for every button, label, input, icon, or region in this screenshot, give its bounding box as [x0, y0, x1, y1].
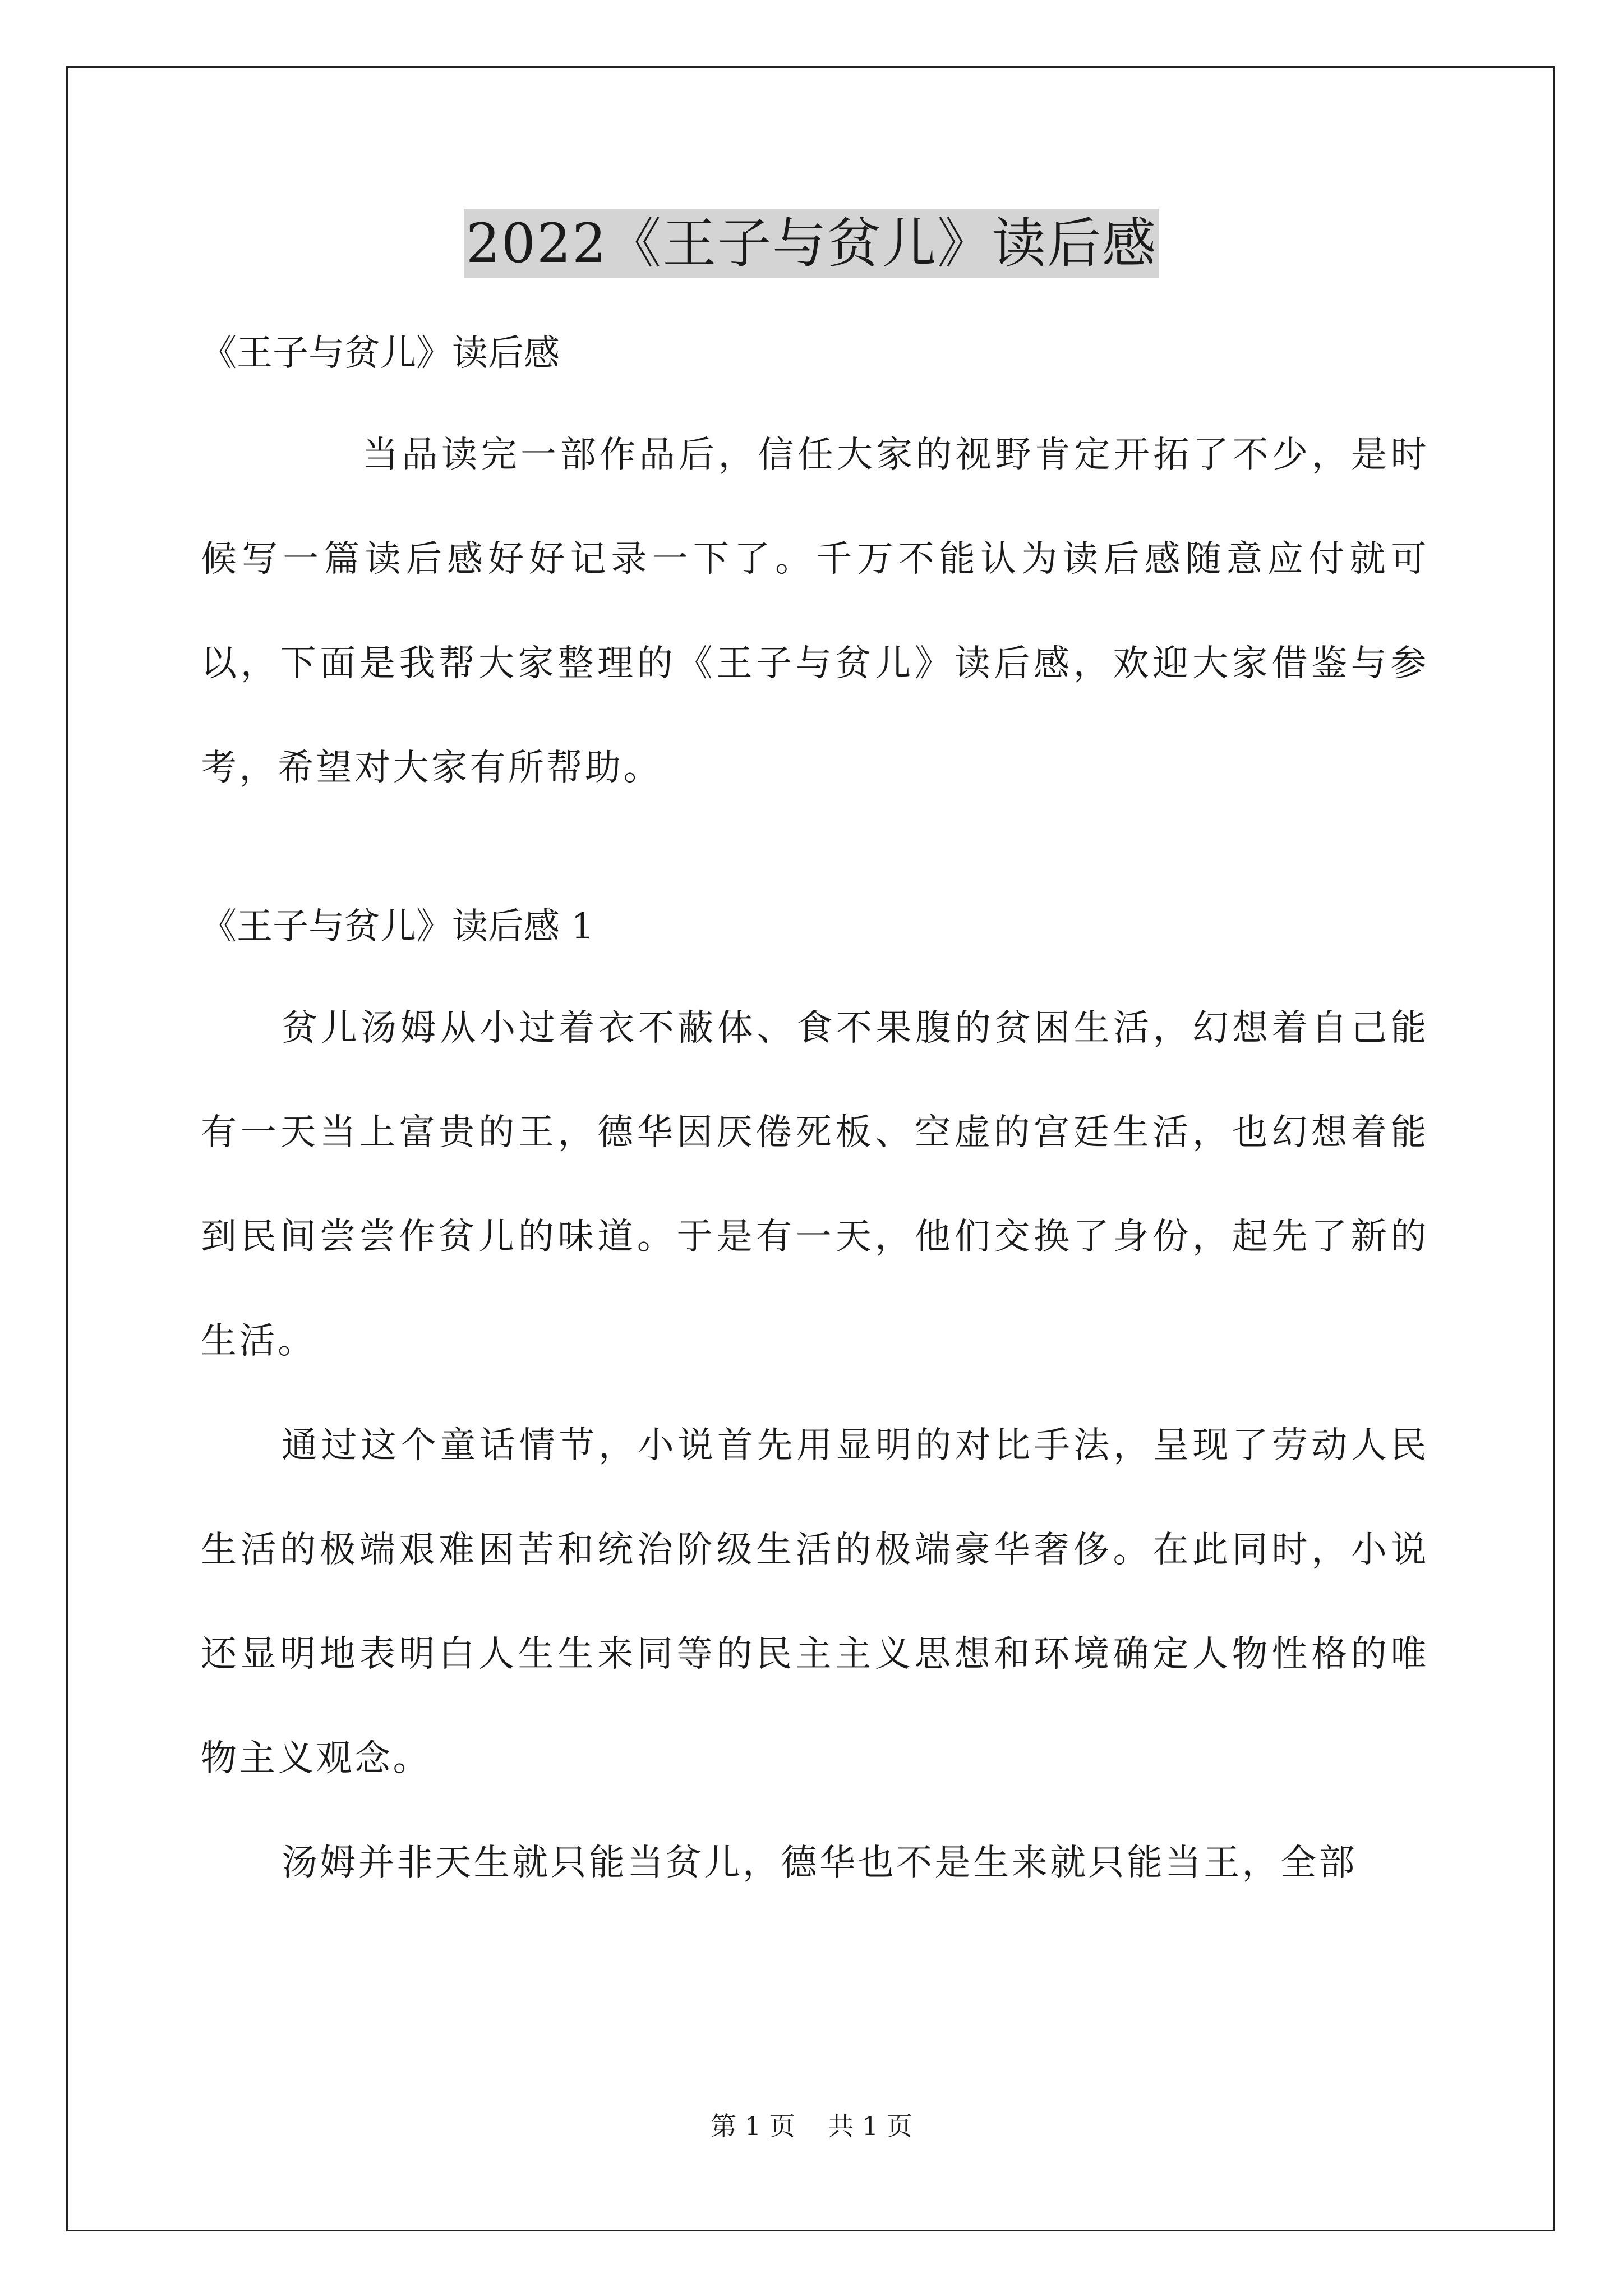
document-title: 2022《王子与贫儿》读后感: [464, 209, 1159, 278]
page-footer: 第 1 页 共 1 页: [711, 2111, 912, 2141]
document-title-wrapper: [0, 209, 1623, 278]
section1-paragraph-1: 贫儿汤姆从小过着衣不蔽体、食不果腹的贫困生活，幻想着自己能有一天当上富贵的王，德华因厌倦死板、空虚的宫廷生活，也幻想着能到民间尝尝作贫儿的味道。于是有一天，他们交换了身份，起先了新的生活。: [201, 1007, 1429, 1362]
section1-paragraph-2: 通过这个童话情节，小说首先用显明的对比手法，呈现了劳动人民生活的极端艰难困苦和统治阶级生活的极端豪华奢侈。在此同时，小说还显明地表明白人生生来同等的民主主义思想和环境确定人物性格的唯物主义观念。: [201, 1425, 1429, 1779]
intro-heading: 《王子与贫儿》读后感: [201, 333, 560, 374]
document-body: [201, 331, 1429, 1915]
section1-heading: 《王子与贫儿》读后感 1: [201, 906, 594, 947]
intro-paragraph: 当品读完一部作品后，信任大家的视野肯定开拓了不少，是时候写一篇读后感好好记录一下了。千万不能认为读后感随意应付就可以，下面是我帮大家整理的《王子与贫儿》读后感，欢迎大家借鉴与参考，希望对大家有所帮助。: [201, 434, 1429, 789]
section1-paragraph-3: 汤姆并非天生就只能当贫儿，德华也不是生来就只能当王，全部: [282, 1842, 1357, 1884]
